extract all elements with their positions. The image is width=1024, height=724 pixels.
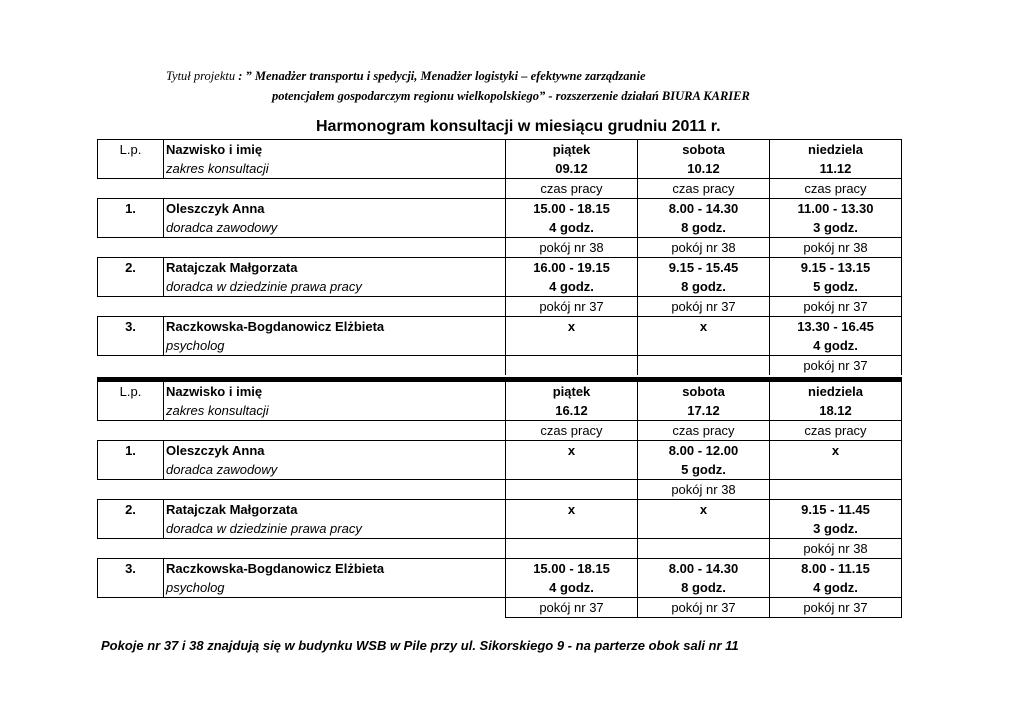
day-name: niedziela xyxy=(770,382,902,401)
footer-note: Pokoje nr 37 i 38 znajdują się w budynku WSB w Pile przy ul. Sikorskiego 9 - na parterze obok sali nr 11 xyxy=(101,638,739,653)
day-name: niedziela xyxy=(770,140,902,160)
lp-header-empty xyxy=(98,159,164,179)
time-cell: 9.15 - 13.15 xyxy=(770,258,902,278)
project-name-part-1: ” Menadżer transportu i spedycji, Menadżer logistyki – efektywne zarządzanie xyxy=(245,69,646,83)
work-time-row xyxy=(98,421,902,441)
table-row xyxy=(98,519,902,539)
table-row xyxy=(98,539,902,559)
room-cell: pokój nr 38 xyxy=(638,238,770,258)
work-time-label: czas pracy xyxy=(506,179,638,199)
room-cell: pokój nr 37 xyxy=(638,598,770,618)
table-row xyxy=(98,258,902,278)
day-name: piątek xyxy=(506,140,638,160)
table-row xyxy=(98,598,902,618)
lp-header: L.p. xyxy=(98,140,164,160)
room-cell xyxy=(770,480,902,500)
day-name: piątek xyxy=(506,382,638,401)
project-label: Tytuł projektu xyxy=(166,69,236,83)
time-cell: x xyxy=(770,441,902,461)
hours-cell xyxy=(506,519,638,539)
table-header-row xyxy=(98,140,902,160)
room-cell: pokój nr 37 xyxy=(506,598,638,618)
work-time-label: czas pracy xyxy=(770,179,902,199)
table-row xyxy=(98,356,902,376)
hours-cell: 8 godz. xyxy=(638,218,770,238)
person-name: Ratajczak Małgorzata xyxy=(164,500,506,520)
table-row xyxy=(98,559,902,579)
hours-cell xyxy=(638,336,770,356)
time-cell: 9.15 - 15.45 xyxy=(638,258,770,278)
table-row xyxy=(98,336,902,356)
hours-cell xyxy=(506,460,638,480)
person-role: psycholog xyxy=(164,578,506,598)
hours-cell: 4 godz. xyxy=(506,218,638,238)
hours-cell: 8 godz. xyxy=(638,578,770,598)
row-number: 3. xyxy=(98,317,164,337)
person-role: psycholog xyxy=(164,336,506,356)
hours-cell xyxy=(770,460,902,480)
work-time-label: czas pracy xyxy=(638,421,770,441)
room-cell: pokój nr 37 xyxy=(770,297,902,317)
table-row xyxy=(98,218,902,238)
room-cell xyxy=(506,539,638,559)
room-cell: pokój nr 37 xyxy=(770,598,902,618)
table-row xyxy=(98,578,902,598)
work-time-label: czas pracy xyxy=(506,421,638,441)
time-cell: 9.15 - 11.45 xyxy=(770,500,902,520)
time-cell: 15.00 - 18.15 xyxy=(506,199,638,219)
person-name: Ratajczak Małgorzata xyxy=(164,258,506,278)
table-row xyxy=(98,480,902,500)
lp-header: L.p. xyxy=(98,382,164,401)
room-cell: pokój nr 38 xyxy=(770,539,902,559)
day-date: 11.12 xyxy=(770,159,902,179)
hours-cell: 3 godz. xyxy=(770,218,902,238)
hours-cell: 5 godz. xyxy=(770,277,902,297)
time-cell: 8.00 - 14.30 xyxy=(638,199,770,219)
project-title-line-1 xyxy=(166,69,646,84)
person-name: Oleszczyk Anna xyxy=(164,441,506,461)
work-time-label: czas pracy xyxy=(770,421,902,441)
time-cell: 8.00 - 14.30 xyxy=(638,559,770,579)
day-date: 16.12 xyxy=(506,401,638,421)
hours-cell xyxy=(506,336,638,356)
person-role: doradca zawodowy xyxy=(164,218,506,238)
table-row xyxy=(98,238,902,258)
hours-cell: 4 godz. xyxy=(506,277,638,297)
time-cell: 15.00 - 18.15 xyxy=(506,559,638,579)
room-cell xyxy=(506,480,638,500)
row-number: 2. xyxy=(98,258,164,278)
name-header: Nazwisko i imię xyxy=(164,382,506,401)
row-number: 1. xyxy=(98,199,164,219)
project-label-colon: : xyxy=(235,69,246,83)
time-cell: 11.00 - 13.30 xyxy=(770,199,902,219)
work-time-row xyxy=(98,179,902,199)
hours-cell xyxy=(638,519,770,539)
time-cell: x xyxy=(638,500,770,520)
time-cell: x xyxy=(638,317,770,337)
time-cell: 8.00 - 11.15 xyxy=(770,559,902,579)
time-cell: 16.00 - 19.15 xyxy=(506,258,638,278)
day-name: sobota xyxy=(638,382,770,401)
room-cell xyxy=(506,356,638,376)
hours-cell: 4 godz. xyxy=(506,578,638,598)
hours-cell: 8 godz. xyxy=(638,277,770,297)
hours-cell: 3 godz. xyxy=(770,519,902,539)
table-header-row xyxy=(98,382,902,401)
room-cell: pokój nr 38 xyxy=(770,238,902,258)
table-header-row xyxy=(98,401,902,421)
person-role: doradca w dziedzinie prawa pracy xyxy=(164,519,506,539)
person-role: doradca w dziedzinie prawa pracy xyxy=(164,277,506,297)
table-header-row xyxy=(98,159,902,179)
row-number: 1. xyxy=(98,441,164,461)
work-time-label: czas pracy xyxy=(638,179,770,199)
day-name: sobota xyxy=(638,140,770,160)
room-cell xyxy=(638,356,770,376)
lp-header-empty xyxy=(98,401,164,421)
room-cell: pokój nr 37 xyxy=(506,297,638,317)
table-row xyxy=(98,317,902,337)
table-row xyxy=(98,199,902,219)
room-cell: pokój nr 37 xyxy=(770,356,902,376)
table-row xyxy=(98,460,902,480)
schedule-table-week-1 xyxy=(97,139,902,375)
person-role: doradca zawodowy xyxy=(164,460,506,480)
time-cell: 8.00 - 12.00 xyxy=(638,441,770,461)
room-cell: pokój nr 38 xyxy=(506,238,638,258)
time-cell: x xyxy=(506,500,638,520)
row-number: 3. xyxy=(98,559,164,579)
day-date: 09.12 xyxy=(506,159,638,179)
day-date: 17.12 xyxy=(638,401,770,421)
time-cell: 13.30 - 16.45 xyxy=(770,317,902,337)
schedule-table-week-2 xyxy=(97,382,902,618)
hours-cell: 4 godz. xyxy=(770,336,902,356)
name-header: Nazwisko i imię xyxy=(164,140,506,160)
hours-cell: 5 godz. xyxy=(638,460,770,480)
schedule-title: Harmonogram konsultacji w miesiącu grudniu 2011 r. xyxy=(316,118,721,135)
table-row xyxy=(98,500,902,520)
time-cell: x xyxy=(506,441,638,461)
person-name: Raczkowska-Bogdanowicz Elżbieta xyxy=(164,317,506,337)
person-name: Oleszczyk Anna xyxy=(164,199,506,219)
time-cell: x xyxy=(506,317,638,337)
table-row xyxy=(98,441,902,461)
person-name: Raczkowska-Bogdanowicz Elżbieta xyxy=(164,559,506,579)
day-date: 18.12 xyxy=(770,401,902,421)
room-cell xyxy=(638,539,770,559)
scope-header: zakres konsultacji xyxy=(164,401,506,421)
hours-cell: 4 godz. xyxy=(770,578,902,598)
table-row xyxy=(98,297,902,317)
room-cell: pokój nr 38 xyxy=(638,480,770,500)
project-title-line-2: potencjałem gospodarczym regionu wielkopolskiego” - rozszerzenie działań BIURA KARIER xyxy=(272,89,750,103)
row-number: 2. xyxy=(98,500,164,520)
scope-header: zakres konsultacji xyxy=(164,159,506,179)
table-row xyxy=(98,277,902,297)
room-cell: pokój nr 37 xyxy=(638,297,770,317)
day-date: 10.12 xyxy=(638,159,770,179)
